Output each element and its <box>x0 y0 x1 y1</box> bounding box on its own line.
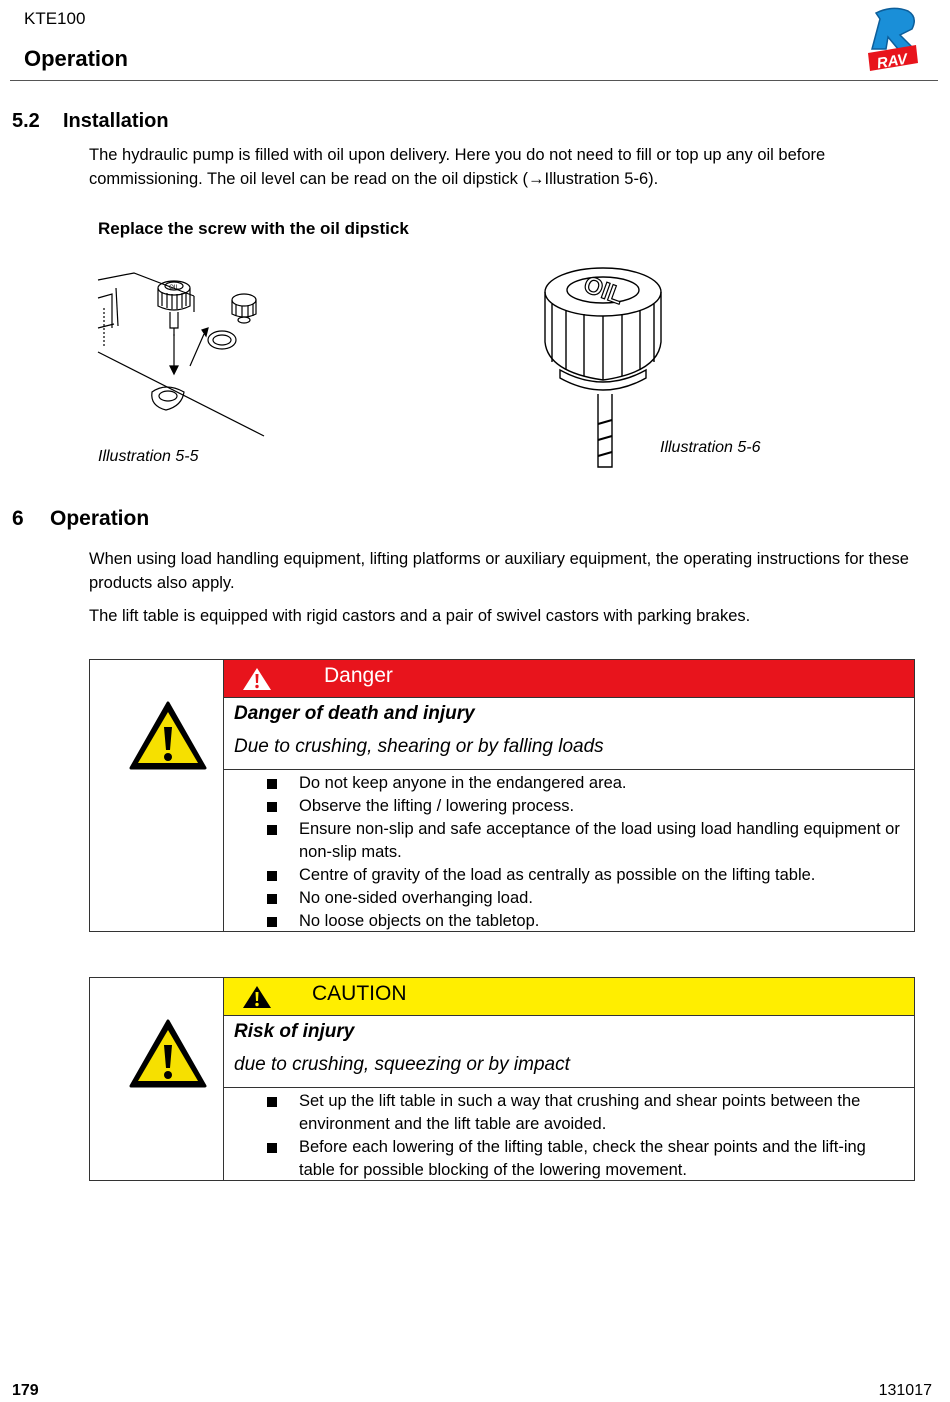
caution-signal-word: CAUTION <box>312 982 407 1005</box>
caution-heading: Risk of injury <box>234 1021 355 1042</box>
danger-heading: Danger of death and injury <box>234 703 475 724</box>
danger-hazard-description <box>224 698 914 770</box>
danger-icon-column <box>90 660 224 931</box>
header-divider <box>10 80 938 81</box>
list-item: Do not keep anyone in the endangered area. <box>224 772 914 795</box>
logo-rav <box>862 5 920 75</box>
caution-warning-box <box>89 977 915 1181</box>
warning-triangle-icon <box>242 667 272 691</box>
operation-paragraph-1: When using load handling equipment, lifting platforms or auxiliary equipment, the operating instructions for these products also apply. <box>89 550 909 592</box>
operation-paragraph-2: The lift table is equipped with rigid castors and a pair of swivel castors with parking brakes. <box>89 607 751 625</box>
caution-signal-bar <box>224 978 914 1016</box>
warning-triangle-icon <box>128 700 208 772</box>
list-item: Observe the lifting / lowering process. <box>224 795 914 818</box>
warning-triangle-icon <box>242 985 272 1009</box>
section-6-title: Operation <box>50 507 150 530</box>
warning-triangle-icon <box>128 1018 208 1090</box>
header-model: KTE100 <box>24 9 86 28</box>
list-item: Before each lowering of the lifting table, check the shear points and the lift-ing table for possible blocking of the lowering movement. <box>224 1136 914 1182</box>
list-item: Ensure non-slip and safe acceptance of the load using load handling equipment or non-slip mats. <box>224 818 914 864</box>
section-6-number: 6 <box>12 507 24 530</box>
list-item: Centre of gravity of the load as centrally as possible on the lifting table. <box>224 864 914 887</box>
installation-paragraph: The hydraulic pump is filled with oil upon delivery. Here you do not need to fill or top up any oil before commissioning. The oil level can be read on the oil dipstick (→Illustration 5-6). <box>89 146 826 188</box>
section-5-2-number: 5.2 <box>12 110 40 132</box>
svg-text:RAV: RAV <box>875 50 909 73</box>
danger-signal-word: Danger <box>324 664 393 687</box>
document-code: 131017 <box>878 1382 932 1399</box>
caution-subheading: due to crushing, squeezing or by impact <box>234 1054 570 1075</box>
illustration-5-5-label: Illustration 5-5 <box>98 448 199 465</box>
illustration-5-6-label: Illustration 5-6 <box>660 439 761 456</box>
danger-signal-bar <box>224 660 914 698</box>
list-item: Set up the lift table in such a way that crushing and shear points between the environment and the lift table are avoided. <box>224 1090 914 1136</box>
danger-subheading: Due to crushing, shearing or by falling loads <box>234 736 604 757</box>
header-title: Operation <box>24 46 128 71</box>
danger-warning-box <box>89 659 915 932</box>
figure-title: Replace the screw with the oil dipstick <box>98 219 409 238</box>
list-item: No loose objects on the tabletop. <box>224 910 914 933</box>
caution-instructions-list <box>224 1090 914 1182</box>
list-item: No one-sided overhanging load. <box>224 887 914 910</box>
page-number: 179 <box>12 1382 39 1399</box>
caution-icon-column <box>90 978 224 1180</box>
caution-hazard-description <box>224 1016 914 1088</box>
illustration-oil-dipstick <box>538 262 668 474</box>
svg-text:OIL: OIL <box>580 271 627 311</box>
svg-text:OIL: OIL <box>169 285 179 291</box>
danger-instructions-list <box>224 772 914 933</box>
section-5-2-title: Installation <box>63 110 169 132</box>
illustration-screw-replacement <box>94 268 269 443</box>
